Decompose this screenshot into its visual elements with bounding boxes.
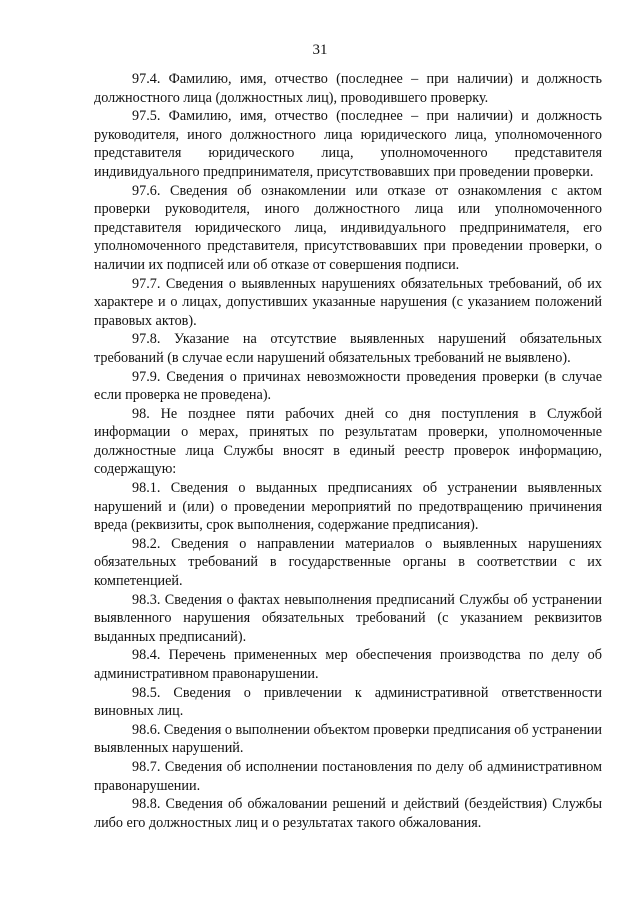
paragraph-97-8: 97.8. Указание на отсутствие выявленных нарушений обязательных требований (в случае если нарушений обязательных требований не выявлено). — [94, 331, 602, 366]
paragraph-98: 98. Не позднее пяти рабочих дней со дня поступления в Службой информации о мерах, принятых по результатам проверки, уполномоченные должностные лица Службы вносят в единый реестр проверок информацию, содержащую: — [94, 405, 602, 478]
paragraph-97-4: 97.4. Фамилию, имя, отчество (последнее – при наличии) и должность должностного лица (должностных лиц), проводившего проверку. — [94, 71, 602, 106]
paragraph-98-6: 98.6. Сведения о выполнении объектом проверки предписания об устранении выявленных нарушений. — [94, 721, 602, 757]
paragraph-97-5: 97.5. Фамилию, имя, отчество (последнее – при наличии) и должность руководителя, иного должностного лица юридического лица, уполномоченного представителя юридического лица, уполномоченного представителя индивидуального предпринимателя, присутствовавших при проведении проверки. — [94, 108, 602, 180]
document-body — [94, 70, 602, 832]
paragraph-98-4: 98.4. Перечень примененных мер обеспечения производства по делу об административном правонарушении. — [94, 647, 602, 682]
paragraph-97-6: 97.6. Сведения об ознакомлении или отказе от ознакомления с актом проверки руководителя, иного должностного лица или уполномоченного представителя юридического лица, индивидуального предпринимателя, его уполномоченного представителя, присутствовавших при проведении проверки, о наличии их подписей или об отказе от совершения подписи. — [94, 182, 602, 273]
paragraph-98-5: 98.5. Сведения о привлечении к административной ответственности виновных лиц. — [94, 684, 602, 720]
page-number: 31 — [312, 42, 328, 58]
paragraph-98-2: 98.2. Сведения о направлении материалов о выявленных нарушениях обязательных требований в государственные органы в соответствии с их компетенцией. — [94, 535, 602, 590]
paragraph-98-3: 98.3. Сведения о фактах невыполнения предписаний Службы об устранении выявленного нарушения обязательных требований (с указанием реквизитов выданных предписаний). — [94, 591, 602, 645]
paragraph-98-8: 98.8. Сведения об обжаловании решений и действий (бездействия) Службы либо его должностных лиц и о результатах такого обжалования. — [94, 796, 602, 831]
paragraph-97-9: 97.9. Сведения о причинах невозможности проведения проверки (в случае если проверка не проведена). — [94, 368, 602, 404]
paragraph-98-1: 98.1. Сведения о выданных предписаниях об устранении выявленных нарушений и (или) о проведении мероприятий по предотвращению причинения вреда (реквизиты, срок выполнения, содержание предписания). — [94, 480, 602, 534]
paragraph-98-7: 98.7. Сведения об исполнении постановления по делу об административном правонарушении. — [94, 758, 602, 794]
paragraph-97-7: 97.7. Сведения о выявленных нарушениях обязательных требований, об их характере и о лицах, допустивших указанные нарушения (с указанием положений правовых актов). — [94, 275, 602, 329]
